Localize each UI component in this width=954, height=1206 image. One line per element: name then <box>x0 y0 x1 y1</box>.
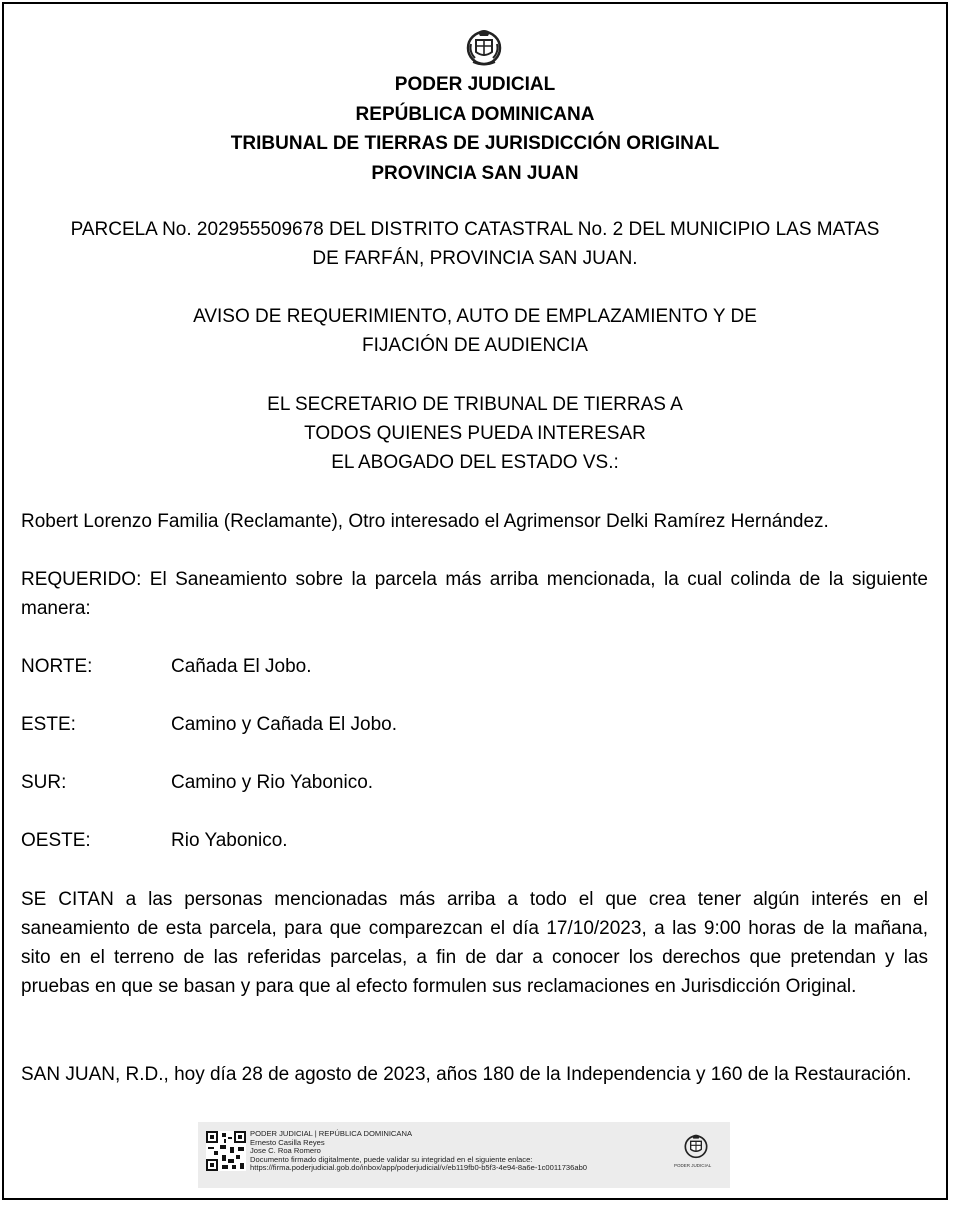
parties-paragraph: Robert Lorenzo Familia (Reclamante), Otro interesado el Agrimensor Delki Ramírez Hernández. <box>21 511 829 532</box>
boundary-row <box>21 826 928 855</box>
boundary-row <box>21 768 928 797</box>
boundary-value: Camino y Rio Yabonico. <box>171 772 374 793</box>
signature-text <box>250 1130 587 1173</box>
qr-code-icon[interactable] <box>206 1131 246 1171</box>
signature-line: Documento firmado digitalmente, puede validar su integridad en el siguiente enlace: <box>250 1154 533 1164</box>
boundary-label: SUR: <box>21 772 67 793</box>
boundary-value: Camino y Cañada El Jobo. <box>171 714 398 735</box>
header-line: REPÚBLICA DOMINICANA <box>355 103 595 125</box>
boundary-label: OESTE: <box>21 830 91 851</box>
requerido-paragraph: REQUERIDO: El Saneamiento sobre la parcela más arriba mencionada, la cual colinda de la siguiente manera: <box>21 569 928 619</box>
secretario-line: EL ABOGADO DEL ESTADO VS.: <box>331 452 619 473</box>
secretario-heading <box>4 390 946 477</box>
boundary-row <box>21 652 928 681</box>
secretario-line: EL SECRETARIO DE TRIBUNAL DE TIERRAS A <box>267 394 683 415</box>
boundary-value: Rio Yabonico. <box>171 830 288 851</box>
boundary-label: NORTE: <box>21 656 93 677</box>
coat-of-arms-icon <box>463 26 505 68</box>
header-line: PROVINCIA SAN JUAN <box>371 162 579 184</box>
fecha-paragraph: SAN JUAN, R.D., hoy día 28 de agosto de 2023, años 180 de la Independencia y 160 de la Restauración. <box>21 1064 912 1085</box>
boundary-label: ESTE: <box>21 714 76 735</box>
document-page <box>2 2 948 1200</box>
signature-line: PODER JUDICIAL | REPÚBLICA DOMINICANA <box>250 1129 413 1138</box>
header-line: TRIBUNAL DE TIERRAS DE JURISDICCIÓN ORIGINAL <box>230 133 720 154</box>
header-line: PODER JUDICIAL <box>394 74 556 95</box>
signature-line: Ernesto Casilla Reyes <box>250 1137 325 1147</box>
secretario-line: TODOS QUIENES PUEDA INTERESAR <box>304 423 646 444</box>
digital-signature-stamp <box>198 1122 730 1188</box>
citacion-paragraph: SE CITAN a las personas mencionadas más arriba a todo el que crea tener algún interés en el saneamiento de esta parcela, para que comparezcan el día 17/10/2023, a las 9:00 horas de la mañana, sito en el terreno de las referidas parcelas, a fin de dar a conocer los derechos que pretendan y las pruebas en que se basan y para que al efecto formulen sus reclamaciones en Jurisdicción Original. <box>21 889 928 997</box>
aviso-heading <box>4 302 946 360</box>
aviso-line: AVISO DE REQUERIMIENTO, AUTO DE EMPLAZAMIENTO Y DE <box>193 306 757 327</box>
seal-label: PODER JUDICIAL <box>674 1163 712 1168</box>
coat-of-arms-icon <box>682 1132 710 1160</box>
court-header <box>4 70 946 188</box>
aviso-line: FIJACIÓN DE AUDIENCIA <box>362 335 588 356</box>
signature-line: Jose C. Roa Romero <box>250 1146 321 1156</box>
parcela-line: PARCELA No. 202955509678 DEL DISTRITO CATASTRAL No. 2 DEL MUNICIPIO LAS MATAS <box>70 219 880 240</box>
boundary-value: Cañada El Jobo. <box>171 656 312 677</box>
parcela-line: DE FARFÁN, PROVINCIA SAN JUAN. <box>312 248 638 269</box>
parcela-heading <box>4 215 946 273</box>
verification-link[interactable]: https://firma.poderjudicial.gob.do/inbox/app/poderjudicial/v/eb119fb0-b5f3-4e94-8a6e-1c0011736ab0 <box>250 1163 588 1173</box>
boundary-row <box>21 710 928 739</box>
